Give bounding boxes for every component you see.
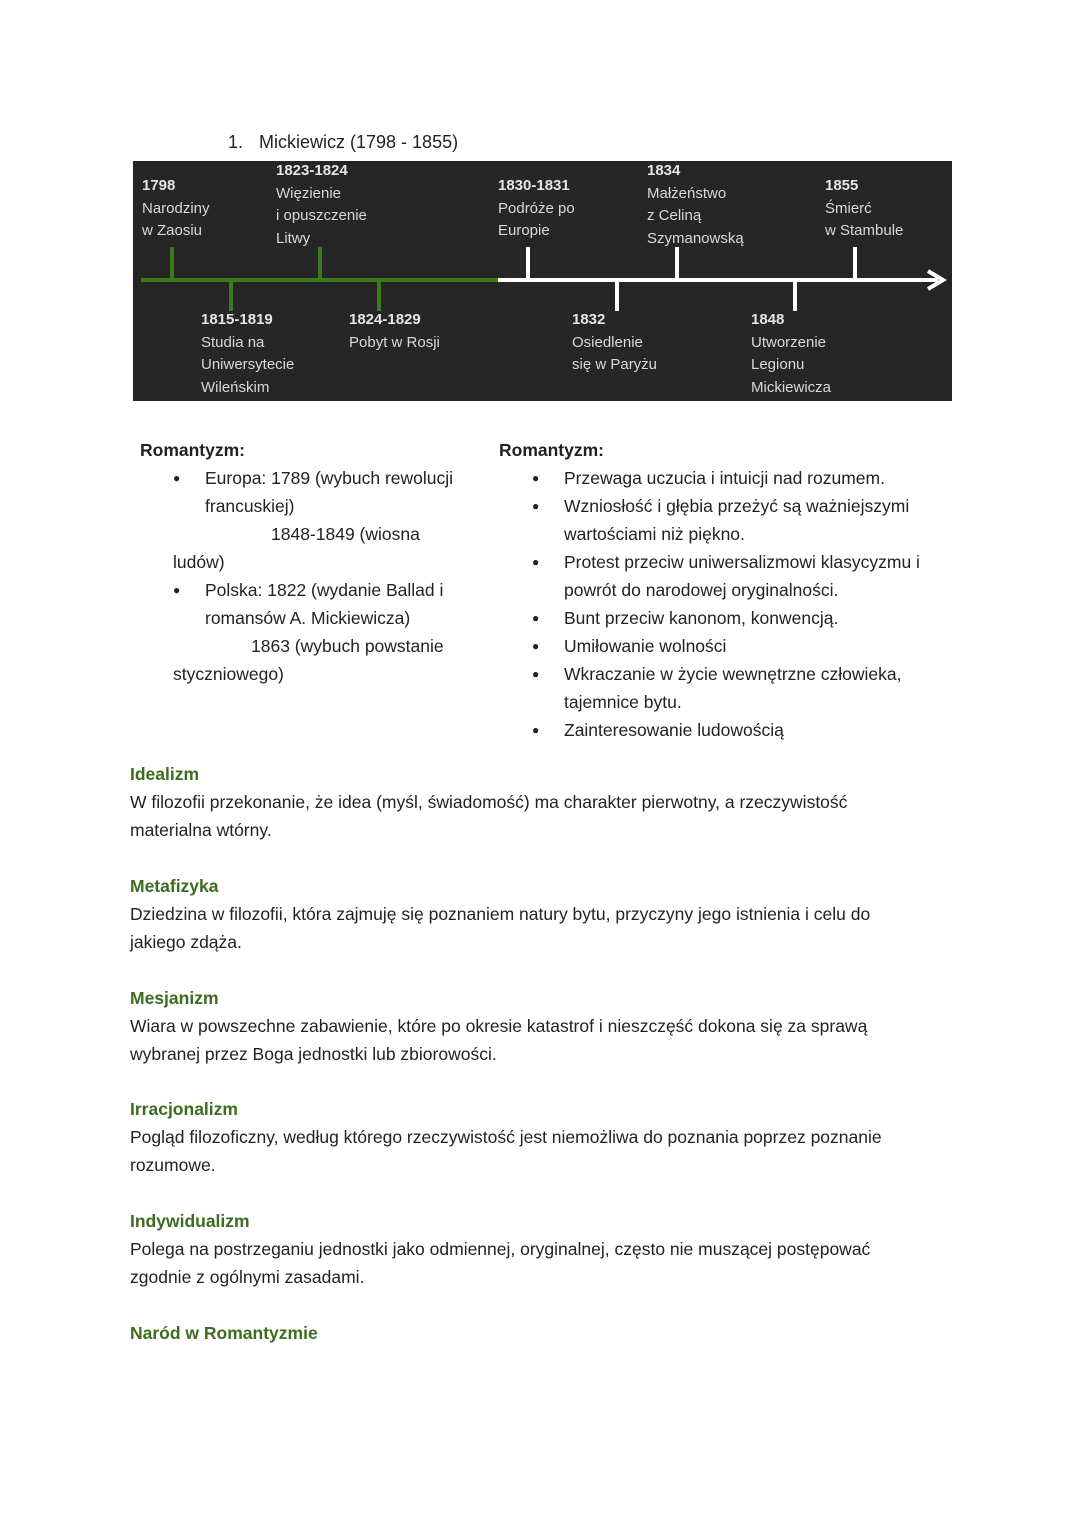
event-1798 xyxy=(142,175,210,243)
event-1855 xyxy=(825,175,903,243)
event-year: 1798 xyxy=(142,177,176,194)
term-narod-w-romantyzmie xyxy=(130,1319,930,1347)
list-item: ● Wzniosłość i głębia przeżyć są ważniejszymi wartościami niż piękno. xyxy=(499,492,944,548)
term-title: Mesjanizm xyxy=(130,988,219,1008)
event-1832 xyxy=(572,309,657,377)
item-line: 1848-1849 (wiosna xyxy=(271,524,420,544)
term-irracjonalizm xyxy=(130,1095,930,1179)
mickiewicz-timeline xyxy=(133,161,952,401)
event-year: 1832 xyxy=(572,311,606,328)
list-item: ● Umiłowanie wolności xyxy=(499,632,944,660)
event-text: Narodziny w Zaosiu xyxy=(142,199,210,239)
term-mesjanizm xyxy=(130,984,930,1068)
list-item: ● Bunt przeciw kanonom, konwencją. xyxy=(499,604,944,632)
term-text: Polega na postrzeganiu jednostki jako odmiennej, oryginalnej, często nie muszącej postępować zgodnie z ogólnymi zasadami. xyxy=(130,1239,871,1287)
column-title: Romantyzm: xyxy=(499,440,605,460)
event-1824-1829 xyxy=(349,309,440,354)
term-title: Metafizyka xyxy=(130,876,219,896)
event-text: Podróże po Europie xyxy=(498,199,575,239)
romantyzm-features-column xyxy=(499,436,944,744)
heading-number: 1. xyxy=(228,132,244,152)
event-text: Utworzenie Legionu Mickiewicza xyxy=(751,333,832,396)
list-item xyxy=(140,464,480,576)
item-line: ● Polska: 1822 (wydanie Ballad i xyxy=(205,580,444,600)
list-item xyxy=(140,576,480,688)
event-year: 1834 xyxy=(647,162,681,179)
term-title: Irracjonalizm xyxy=(130,1099,238,1119)
event-year: 1848 xyxy=(751,311,785,328)
column-title: Romantyzm: xyxy=(140,440,246,460)
event-1830-1831 xyxy=(498,175,575,243)
event-1815-1819 xyxy=(201,309,294,399)
item-line: styczniowego) xyxy=(173,664,284,684)
event-text: Śmierć w Stambule xyxy=(825,199,904,239)
event-text: Osiedlenie się w Paryżu xyxy=(572,333,658,373)
term-idealizm xyxy=(130,760,930,844)
item-line: 1863 (wybuch powstanie xyxy=(251,636,444,656)
event-1834 xyxy=(647,161,744,250)
term-text: Wiara w powszechne zabawienie, które po okresie katastrof i nieszczęść dokona się za sprawą wybranej przez Boga jednostki lub zbiorowości. xyxy=(130,1016,868,1064)
features-list xyxy=(499,464,944,744)
romantyzm-dates-column xyxy=(140,436,480,688)
event-1823-1824 xyxy=(276,161,367,250)
section-heading xyxy=(228,132,458,153)
term-indywidualizm xyxy=(130,1207,930,1291)
event-year: 1823-1824 xyxy=(276,162,348,179)
list-item: ● Protest przeciw uniwersalizmowi klasycyzmu i powrót do narodowej oryginalności. xyxy=(499,548,944,604)
event-year: 1824-1829 xyxy=(349,311,421,328)
event-year: 1855 xyxy=(825,177,859,194)
event-text: Więzienie i opuszczenie Litwy xyxy=(276,184,367,247)
event-text: Małżeństwo z Celiną Szymanowską xyxy=(647,184,744,247)
event-text: Studia na Uniwersytecie Wileńskim xyxy=(201,333,295,396)
term-title: Naród w Romantyzmie xyxy=(130,1323,318,1343)
heading-title: Mickiewicz (1798 - 1855) xyxy=(259,132,459,152)
event-year: 1815-1819 xyxy=(201,311,273,328)
list-item: ● Wkraczanie w życie wewnętrzne człowieka, tajemnice bytu. xyxy=(499,660,944,716)
term-text: Pogląd filozoficzny, według którego rzeczywistość jest niemożliwa do poznania poprzez poznanie rozumowe. xyxy=(130,1127,882,1175)
list-item: ● Zainteresowanie ludowością xyxy=(499,716,944,744)
term-text: Dziedzina w filozofii, która zajmuję się poznaniem natury bytu, przyczyny jego istnienia i celu do jakiego zdąża. xyxy=(130,904,871,952)
item-line: ● Europa: 1789 (wybuch rewolucji xyxy=(205,468,454,488)
item-line: romansów A. Mickiewicza) xyxy=(205,608,411,628)
event-year: 1830-1831 xyxy=(498,177,570,194)
event-1848 xyxy=(751,309,831,399)
item-line: ludów) xyxy=(173,552,225,572)
term-text: W filozofii przekonanie, że idea (myśl, świadomość) ma charakter pierwotny, a rzeczywistość materialna wtórny. xyxy=(130,792,848,840)
term-title: Indywidualizm xyxy=(130,1211,250,1231)
item-line: francuskiej) xyxy=(205,496,295,516)
dates-list xyxy=(140,464,480,688)
term-title: Idealizm xyxy=(130,764,200,784)
list-item: ● Przewaga uczucia i intuicji nad rozumem. xyxy=(499,464,944,492)
event-text: Pobyt w Rosji xyxy=(349,333,440,351)
term-metafizyka xyxy=(130,872,930,956)
